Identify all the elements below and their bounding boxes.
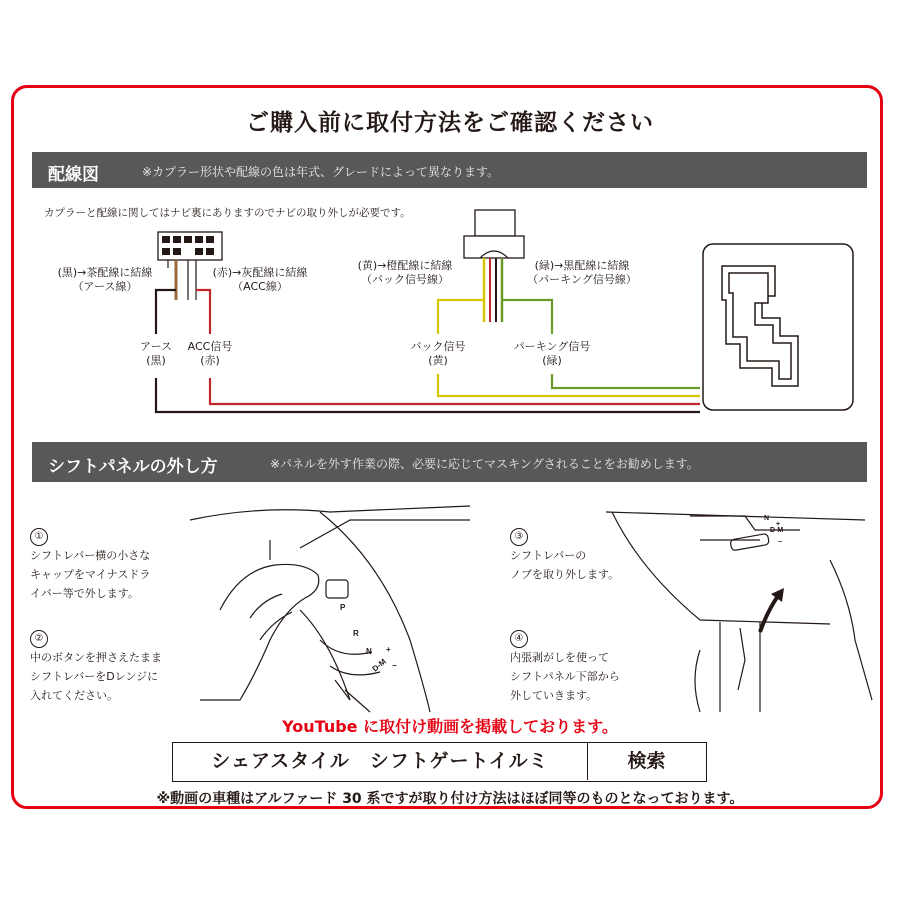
signal-name: アース bbox=[139, 340, 173, 353]
svg-text:−: − bbox=[778, 539, 783, 546]
wiring-section-note: ※カプラー形状や配線の色は年式、グレードによって異なります。 bbox=[142, 165, 500, 179]
red-wire-label bbox=[200, 266, 320, 294]
search-box bbox=[172, 742, 707, 782]
black-wire-label bbox=[40, 266, 170, 294]
step-4-number: ④ bbox=[510, 630, 528, 648]
shift-lever-illustration-left bbox=[190, 506, 470, 712]
step-1-text: シフトレバー横の小さな キャップをマイナスドラ イバー等で外します。 bbox=[30, 549, 151, 600]
yellow-wire-label bbox=[340, 259, 470, 287]
footnote: ※動画の車種はアルファード 30 系ですが取り付け方法はほぼ同等のものとなっております。 bbox=[156, 791, 744, 807]
yellow-wire-label-line2: （バック信号線） bbox=[361, 273, 449, 286]
step-2-number: ② bbox=[30, 630, 48, 648]
gear-label-r: R bbox=[353, 629, 359, 638]
step-1-number: ① bbox=[30, 528, 48, 546]
green-wire-label-line2: （パーキング信号線） bbox=[527, 273, 637, 286]
signal-label-ground bbox=[126, 340, 186, 368]
signal-name: パーキング信号 bbox=[513, 340, 591, 353]
signal-color: (黄) bbox=[428, 354, 448, 367]
black-wire-label-line2: （アース線） bbox=[72, 280, 138, 293]
search-input[interactable]: シェアスタイル シフトゲートイルミ bbox=[173, 743, 588, 780]
wiring-section-title: 配線図 bbox=[48, 165, 99, 185]
svg-text:N: N bbox=[764, 515, 770, 522]
shift-gate-panel-icon bbox=[703, 244, 853, 410]
signal-label-back bbox=[398, 340, 478, 368]
search-button[interactable]: 検索 bbox=[627, 750, 666, 772]
signal-label-acc bbox=[178, 340, 242, 368]
svg-text:+: + bbox=[776, 521, 781, 528]
signal-color: (赤) bbox=[200, 354, 220, 367]
signal-color: (黒) bbox=[146, 354, 166, 367]
removal-section-note: ※パネルを外す作業の際、必要に応じてマスキングされることをお勧めします。 bbox=[270, 457, 699, 471]
signal-label-parking bbox=[502, 340, 602, 368]
gear-label-n: N bbox=[366, 647, 372, 656]
signal-name: ACC信号 bbox=[187, 340, 233, 353]
red-wire-label-line1: (赤)→灰配線に結線 bbox=[212, 266, 308, 279]
green-wire-label-line1: (緑)→黒配線に結線 bbox=[534, 259, 630, 272]
black-wire-label-line1: (黒)→茶配線に結線 bbox=[57, 266, 153, 279]
page-title: ご購入前に取付方法をご確認ください bbox=[246, 110, 654, 136]
removal-section-header bbox=[32, 442, 867, 482]
step-4-text: 内張剥がしを使って シフトパネル下部から 外していきます。 bbox=[510, 651, 620, 702]
red-wire-label-line2: （ACC線） bbox=[232, 280, 288, 293]
step-3-number: ③ bbox=[510, 528, 528, 546]
gear-label-minus: − bbox=[392, 661, 397, 670]
yellow-wire-label-line1: (黄)→橙配線に結線 bbox=[357, 259, 453, 272]
green-wire-label bbox=[512, 259, 652, 287]
gear-label-plus: + bbox=[386, 645, 391, 654]
signal-name: バック信号 bbox=[410, 340, 466, 353]
arrow-up-icon bbox=[760, 596, 778, 632]
removal-section-title: シフトパネルの外し方 bbox=[48, 457, 218, 477]
youtube-notice: YouTube に取付け動画を掲載しております。 bbox=[282, 717, 618, 736]
wiring-intro-text: カプラーと配線に関してはナビ裏にありますのでナビの取り外しが必要です。 bbox=[44, 207, 411, 219]
gear-label-right-dm: D-M bbox=[770, 527, 784, 534]
gear-label-dm: D-M bbox=[370, 656, 388, 674]
gear-label-p: P bbox=[340, 603, 346, 612]
step-2-text: 中のボタンを押さえたまま シフトレバーをDレンジに 入れてください。 bbox=[30, 651, 162, 702]
shift-lever-illustration-right bbox=[606, 512, 872, 712]
signal-color: (緑) bbox=[542, 354, 562, 367]
step-3-text: シフトレバーの ノブを取り外します。 bbox=[510, 549, 620, 581]
